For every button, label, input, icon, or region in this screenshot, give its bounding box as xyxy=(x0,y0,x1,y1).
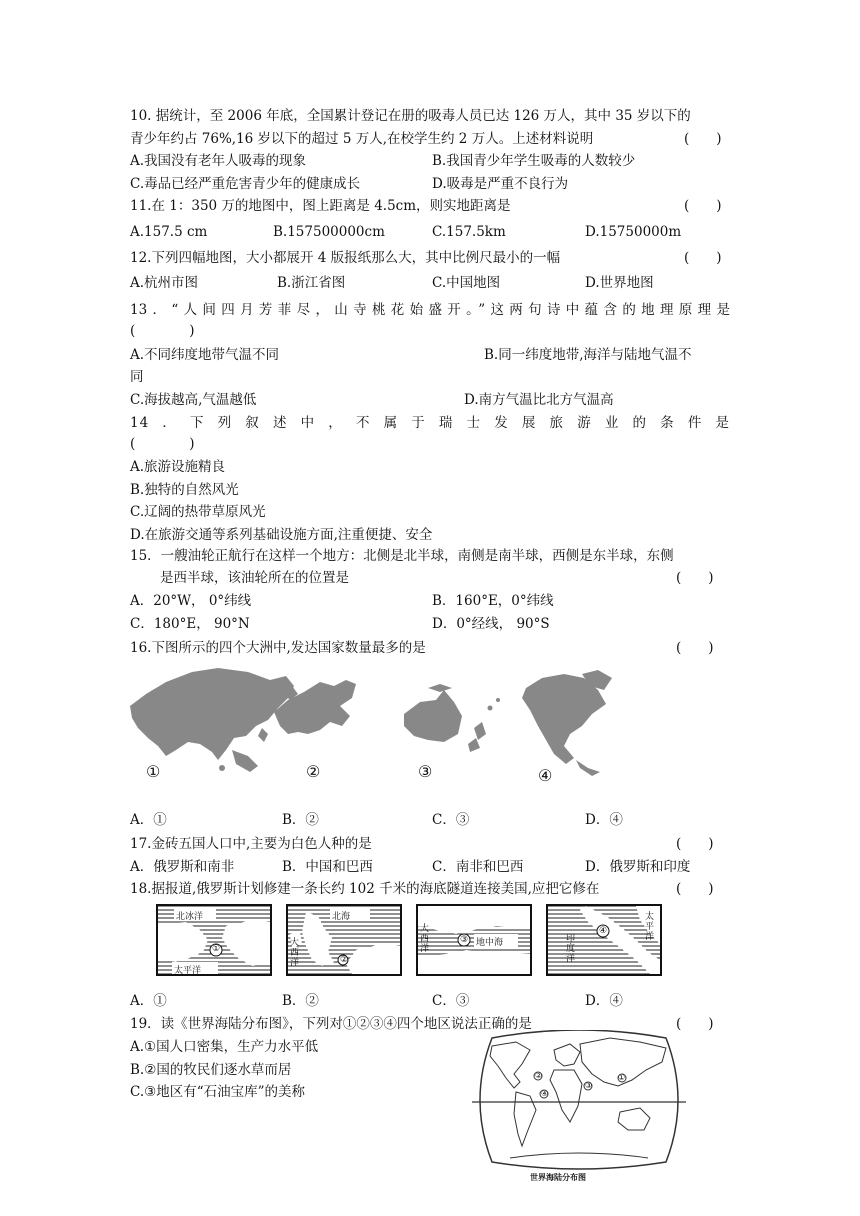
q13-stem-line1: 13．“人间四月芳菲尽，山寺桃花始盛开。”这两句诗中蕴含的地理原理是 xyxy=(130,302,730,318)
q18-option-b: B．② xyxy=(282,993,319,1009)
q17-option-c: C．南非和巴西 xyxy=(432,859,524,875)
q12-option-d: D.世界地图 xyxy=(585,275,654,291)
continent-label-2: ② xyxy=(306,762,321,781)
q18-stem: 18.据报道,俄罗斯计划修建一条长约 102 千米的海底隧道连接美国,应把它修在 xyxy=(130,881,600,897)
map3-label-mediterranean: 地中海 xyxy=(476,938,504,948)
q11-option-c: C.157.5km xyxy=(432,224,506,240)
q13-option-a: A.不同纬度地带气温不同 xyxy=(130,347,280,363)
q13-option-b: B.同一纬度地带,海洋与陆地气温不 xyxy=(484,347,692,363)
map4-num: ④ xyxy=(599,926,608,936)
q17-answer-paren: ( ) xyxy=(676,836,714,852)
map1-label-pacific: 太平洋 xyxy=(174,966,202,976)
world-map-num-4: ④ xyxy=(541,1089,549,1098)
strait-map-4 xyxy=(547,905,661,975)
map1-num: ① xyxy=(212,944,221,954)
q11-option-a: A.157.5 cm xyxy=(130,224,208,240)
north-america-map-icon xyxy=(522,674,606,764)
q15-option-d: D．0°经线， 90°S xyxy=(432,616,550,632)
q15-stem-line1: 15．一艘油轮正航行在这样一个地方：北侧是北半球，南侧是南半球，西侧是东半球，东侧 xyxy=(130,548,674,564)
oceania-map-icon xyxy=(404,690,462,742)
map2-num: ② xyxy=(340,955,349,965)
q14-stem-line2: ( ) xyxy=(130,436,195,452)
q14-option-b: B.独特的自然风光 xyxy=(130,482,239,498)
q18-option-c: C．③ xyxy=(432,993,470,1009)
q17-option-d: D．俄罗斯和印度 xyxy=(585,859,691,875)
world-map-num-3: ③ xyxy=(585,1081,593,1090)
q13-option-b-cont: 同 xyxy=(130,369,144,385)
map3-label-atlantic: 大西洋 xyxy=(420,924,430,954)
q10-option-d: D.吸毒是严重不良行为 xyxy=(432,176,569,192)
continents-figure xyxy=(118,664,638,790)
q12-stem: 12.下列四幅地图，大小都展开 4 版报纸那么大，其中比例尺最小的一幅 xyxy=(130,250,561,266)
asia-map-icon xyxy=(130,668,294,760)
q11-stem: 11.在 1：350 万的地图中，图上距离是 4.5cm，则实地距离是 xyxy=(130,198,511,214)
q19-option-a: A.①国人口密集，生产力水平低 xyxy=(130,1039,319,1055)
world-map-num-1: ① xyxy=(618,1073,626,1082)
q12-option-b: B.浙江省图 xyxy=(277,275,346,291)
q14-option-d: D.在旅游交通等系列基础设施方面,注重便捷、安全 xyxy=(130,527,433,543)
q12-option-a: A.杭州市图 xyxy=(130,275,199,291)
q18-option-a: A．① xyxy=(130,993,167,1009)
q17-stem: 17.金砖五国人口中,主要为白色人种的是 xyxy=(130,836,372,852)
q11-option-b: B.157500000cm xyxy=(273,224,385,240)
strait-map-3 xyxy=(417,905,531,975)
q19-answer-paren: ( ) xyxy=(676,1016,714,1032)
map2-label-north-sea: 北海 xyxy=(332,912,351,922)
continent-label-4: ④ xyxy=(538,766,553,785)
q11-option-d: D.15750000m xyxy=(585,224,682,240)
q14-option-c: C.辽阔的热带草原风光 xyxy=(130,504,266,520)
map4-label-indian: 印度洋 xyxy=(566,934,576,964)
world-map-figure xyxy=(470,1030,688,1170)
q16-option-a: A．① xyxy=(130,812,167,828)
q11-answer-paren: ( ) xyxy=(684,198,722,214)
q15-option-b: B．160°E，0°纬线 xyxy=(432,593,554,609)
q16-option-d: D．④ xyxy=(585,812,623,828)
q10-option-c: C.毒品已经严重危害青少年的健康成长 xyxy=(130,176,361,192)
q18-answer-paren: ( ) xyxy=(676,881,714,897)
q13-option-c: C.海拔越高,气温越低 xyxy=(130,392,257,408)
q18-option-d: D．④ xyxy=(585,993,623,1009)
world-map-num-2: ② xyxy=(535,1071,543,1080)
q13-option-d: D.南方气温比北方气温高 xyxy=(464,392,614,408)
q10-option-b: B.我国青少年学生吸毒的人数较少 xyxy=(432,153,636,169)
q15-stem-line2: 是西半球，该油轮所在的位置是 xyxy=(160,570,349,586)
q17-option-a: A．俄罗斯和南非 xyxy=(130,859,235,875)
q10-stem-line1: 10. 据统计，至 2006 年底，全国累计登记在册的吸毒人员已达 126 万人，其中 35 岁以下的 xyxy=(130,108,691,124)
q14-stem-line1: 14．下列叙述中，不属于瑞士发展旅游业的条件是 xyxy=(130,415,730,431)
q10-stem-line2: 青少年约占 76%,16 岁以下的超过 5 万人,在校学生约 2 万人。上述材料说明 xyxy=(130,131,594,147)
map4-label-pacific: 太平洋 xyxy=(645,912,655,942)
q10-answer-paren: ( ) xyxy=(684,131,722,147)
continent-label-1: ① xyxy=(146,762,161,781)
map1-label-arctic: 北冰洋 xyxy=(176,912,204,922)
world-map-caption: 世界海陆分布图 xyxy=(530,1173,586,1182)
q19-option-b: B.②国的牧民们逐水草而居 xyxy=(130,1062,292,1078)
q15-answer-paren: ( ) xyxy=(676,570,714,586)
q15-option-a: A．20°W， 0°纬线 xyxy=(130,593,252,609)
map2-label-atlantic: 大西洋 xyxy=(290,938,300,968)
straits-maps-figure xyxy=(156,904,676,978)
q19-stem: 19．读《世界海陆分布图》，下列对①②③④四个地区说法正确的是 xyxy=(130,1016,532,1032)
q10-option-a: A.我国没有老年人吸毒的现象 xyxy=(130,153,307,169)
continent-label-3: ③ xyxy=(418,762,433,781)
q12-answer-paren: ( ) xyxy=(684,250,722,266)
q13-stem-line2: ( ) xyxy=(130,323,195,339)
q14-option-a: A.旅游设施精良 xyxy=(130,459,226,475)
q17-option-b: B．中国和巴西 xyxy=(282,859,373,875)
q19-option-c: C.③地区有“石油宝库”的美称 xyxy=(130,1084,306,1100)
map3-num: ③ xyxy=(460,935,469,945)
q16-option-b: B．② xyxy=(282,812,319,828)
q16-answer-paren: ( ) xyxy=(676,640,714,656)
q16-stem: 16.下图所示的四个大洲中,发达国家数量最多的是 xyxy=(130,640,426,656)
q15-option-c: C．180°E， 90°N xyxy=(130,616,250,632)
q12-option-c: C.中国地图 xyxy=(432,275,501,291)
q16-option-c: C．③ xyxy=(432,812,470,828)
